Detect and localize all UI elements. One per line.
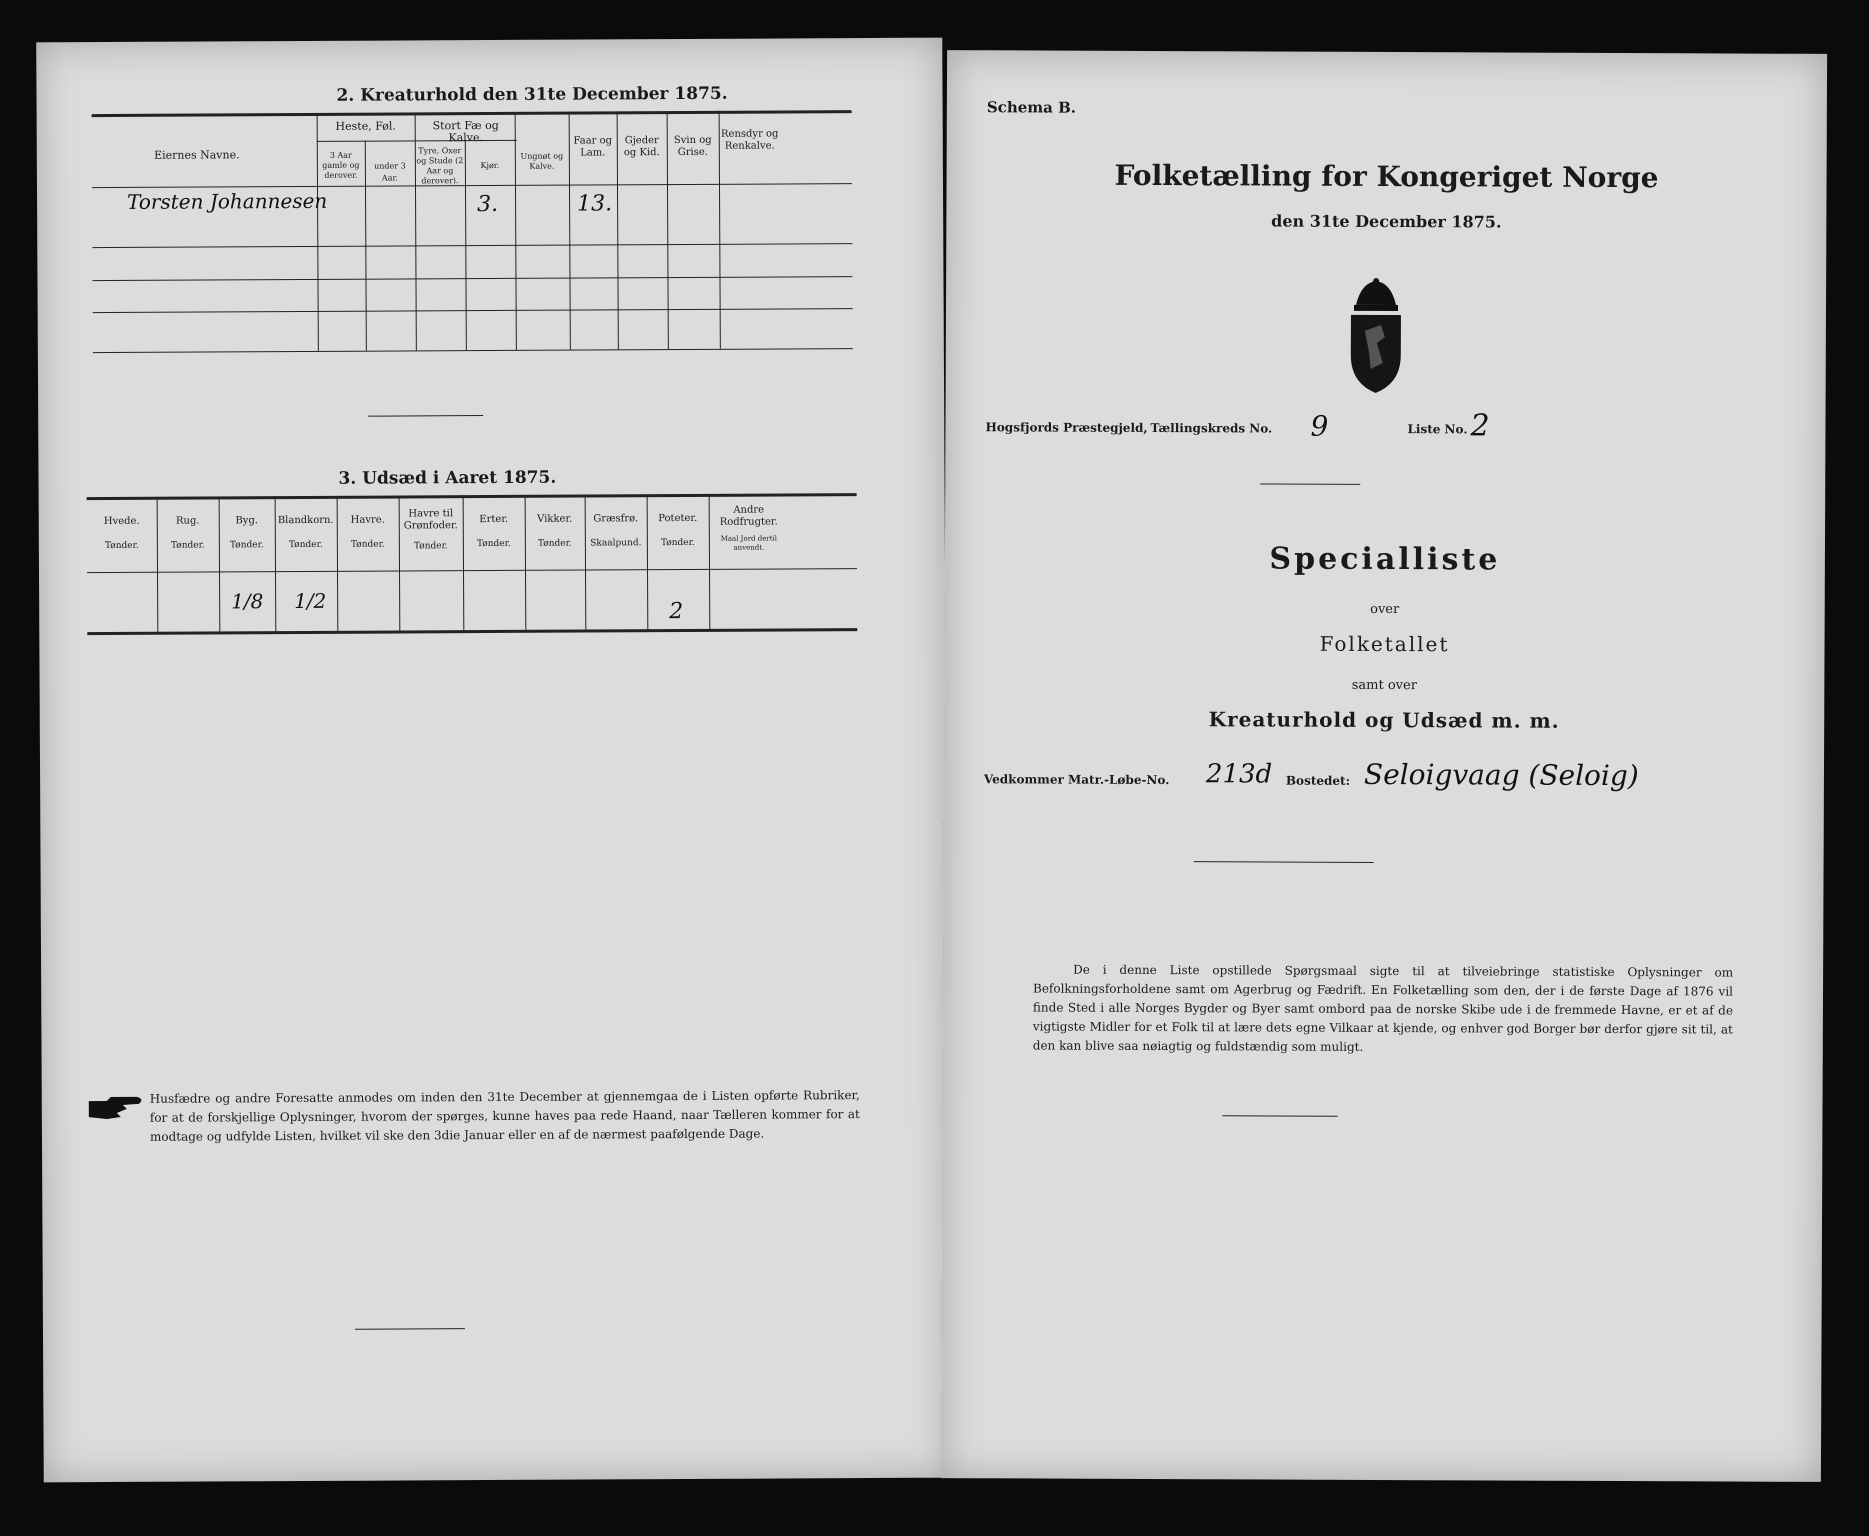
col-andre-rodfrugter-unit: Maal Jord dertil anvendt.: [720, 534, 778, 552]
livestock-row-rule: [92, 243, 852, 248]
col-hvede: Hvede.: [103, 515, 140, 528]
samt-over-text: samt over: [1351, 677, 1417, 694]
livestock-heading: 2. Kreaturhold den 31te December 1875.: [336, 83, 728, 106]
sowing-heading: 3. Udsæd i Aaret 1875.: [338, 467, 557, 489]
livestock-bottom-rule: [93, 348, 853, 353]
col-faar: Faar og Lam.: [573, 135, 613, 159]
census-title: Folketælling for Kongeriget Norge: [1114, 158, 1659, 195]
coat-of-arms-icon: [1341, 277, 1412, 397]
purpose-paragraph: De i denne Liste opstillede Spørgsmaal sigte til at tilveiebringe statistiske Oplysninger om Befolkningsforholdene samt om Agerbrug og Fædrift. En Folketælling som den, der i de første Dage af 1876 vil finde Sted i alle Norges Bygder og Byer samt ombord paa de norske Skibe ude i de fremmede Havne, er et af de vigtigste Midler for et Folk til at lære dets egne Vilkaar at kjende, og enhver god Borger bør derfor gjøre sit til, at den kan blive saa nøiagtig og fuldstændig som muligt.: [1032, 962, 1734, 1054]
col-heste-under: under 3 Aar.: [374, 161, 406, 183]
sowing-poteter-value: 2: [669, 599, 684, 625]
col-rensdyr: Rensdyr og Renkalve.: [720, 128, 779, 152]
col-vikker: Vikker.: [537, 513, 573, 525]
livestock-row-rule: [93, 308, 853, 313]
livestock-col-line: [515, 112, 517, 350]
col-byg-unit: Tønder.: [229, 540, 264, 551]
row-faar-value: 13.: [577, 191, 613, 217]
sowing-header-rule: [87, 568, 857, 573]
district-label: Tællingskreds No.: [1150, 420, 1273, 436]
separator-rule: [1260, 483, 1360, 484]
bottom-rule: [355, 1328, 465, 1330]
col-tyre: Tyre, Oxer og Stude (2 Aar og derover).: [416, 146, 464, 186]
col-kjor: Kjør.: [480, 160, 500, 171]
col-byg: Byg.: [235, 515, 259, 527]
group-stort-fae: Stort Fæ og Kalve.: [432, 118, 499, 145]
col-heste-3aar: 3 Aar gamle og derover.: [322, 150, 360, 180]
schema-label: Schema B.: [986, 98, 1077, 117]
col-havre-unit: Tønder.: [350, 539, 385, 550]
list-number: 2: [1470, 408, 1490, 444]
col-poteter: Poteter.: [658, 512, 698, 525]
separator-rule: [368, 415, 483, 417]
col-havre-gronfoder-unit: Tønder.: [413, 541, 448, 552]
livestock-top-rule: [92, 110, 852, 117]
col-blandkorn-unit: Tønder.: [288, 539, 323, 551]
parish-label: Hogsfjords Præstegjeld,: [985, 420, 1148, 435]
livestock-header-rule: [92, 183, 852, 188]
col-gjeder: Gjeder og Kid.: [623, 135, 660, 159]
bosted-label: Bostedet:: [1285, 773, 1351, 788]
row-kjor-value: 3.: [477, 191, 499, 218]
col-ungnot: Ungnøt og Kalve.: [520, 151, 564, 171]
district-number: 9: [1310, 409, 1329, 443]
census-date: den 31te December 1875.: [1271, 211, 1502, 232]
left-page: [36, 38, 950, 1483]
sowing-blandkorn-value: 1/2: [294, 588, 327, 614]
livestock-col-line: [317, 113, 319, 351]
instruction-notice: Husfædre og andre Foresatte anmodes om inden den 31te December at gjennemgaa de i Listen opførte Rubriker, for at de forskjellige Oplysninger, hvorom der spørges, kunne haves paa rede Haand, naar Tælleren kommer for at modtage og udfylde Listen, hvilket vil ske den 3die Januar eller en af de nærmest paafølgende Dage.: [149, 1088, 860, 1144]
col-erter: Erter.: [479, 513, 509, 526]
bosted-value: Seloigvaag (Seloig): [1363, 757, 1639, 793]
specialliste-title: Specialliste: [1269, 541, 1501, 578]
livestock-row-rule: [92, 276, 852, 281]
matr-label: Vedkommer Matr.-Løbe-No.: [983, 772, 1170, 788]
col-owner-name: Eiernes Navne.: [154, 148, 240, 162]
sowing-top-rule: [87, 493, 857, 500]
matr-value: 213d: [1205, 759, 1273, 790]
col-svin: Svin og Grise.: [673, 134, 712, 159]
separator-rule: [1194, 861, 1374, 863]
col-poteter-unit: Tønder.: [660, 537, 695, 549]
sowing-bottom-rule: [87, 628, 857, 635]
row-owner-name: Torsten Johannesen: [127, 188, 328, 214]
col-rug: Rug.: [175, 515, 200, 527]
col-vikker-unit: Tønder.: [537, 538, 572, 549]
col-andre-rodfrugter: Andre Rodfrugter.: [719, 504, 778, 528]
col-havre: Havre.: [350, 514, 385, 526]
pointing-hand-icon: [87, 1095, 147, 1121]
folketallet-title: Folketallet: [1319, 631, 1450, 657]
col-graesfro-unit: Skaalpund.: [590, 538, 642, 549]
col-havre-gronfoder: Havre til Grønfoder.: [403, 508, 458, 532]
col-erter-unit: Tønder.: [476, 538, 511, 550]
col-blandkorn: Blandkorn.: [277, 514, 334, 527]
col-hvede-unit: Tønder.: [104, 540, 139, 552]
right-page: [941, 50, 1827, 1482]
sowing-byg-value: 1/8: [231, 589, 264, 614]
kreaturhold-title: Kreaturhold og Udsæd m. m.: [1208, 707, 1560, 733]
col-rug-unit: Tønder.: [170, 540, 205, 551]
list-label: Liste No.: [1407, 422, 1468, 437]
over-text: over: [1370, 601, 1400, 618]
bottom-rule: [1222, 1115, 1337, 1117]
group-heste: Heste, Føl.: [335, 119, 396, 133]
col-graesfro: Græsfrø.: [593, 513, 639, 525]
